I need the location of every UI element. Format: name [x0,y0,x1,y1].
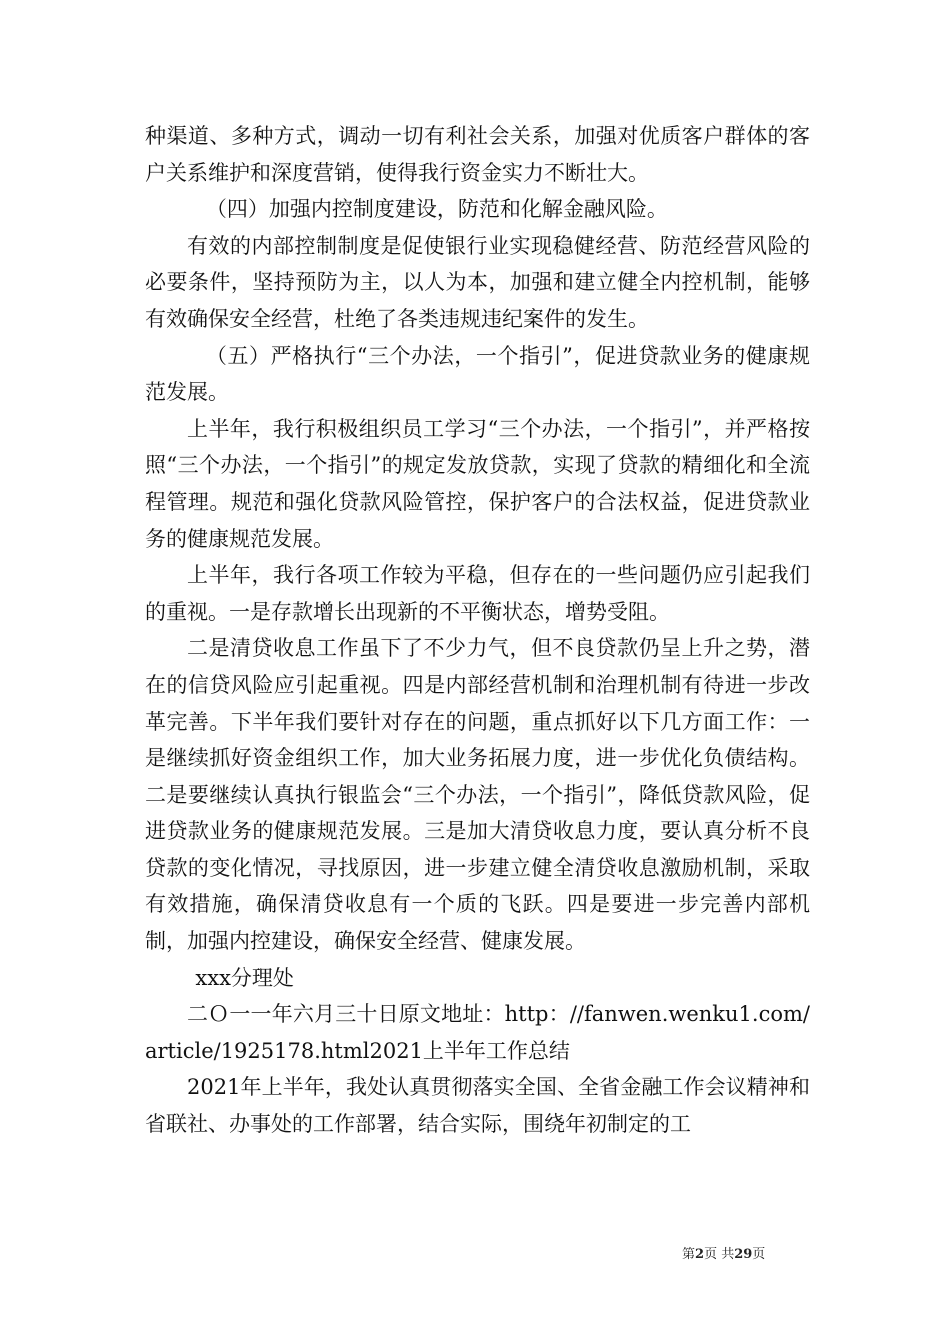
paragraph-date-and-source: 二Ｏ一一年六月三十日原文地址：http：//fanwen.wenku1.com/article/1925178.html2021上半年工作总结 [145,1002,810,1063]
footer-total-pages: 29 [734,1247,753,1262]
signature-branch: xxx分理处 [195,965,294,990]
footer-current-page: 2 [695,1247,705,1262]
footer-middle: 页 共 [704,1247,735,1262]
paragraph-problems-intro: 上半年，我行各项工作较为平稳，但存在的一些问题仍应引起我们的重视。一是存款增长出现新的不平衡状态，增势受阻。 [145,563,810,624]
paragraph-loan-regulation: 上半年，我行积极组织员工学习“三个办法，一个指引”，并严格按照“三个办法，一个指引”的规定发放贷款，实现了贷款的精细化和全流程管理。规范和强化贷款风险管控，保护客户的合法权益，促进贷款业务的健康规范发展。 [145,416,810,551]
paragraph-2021-summary-start: 2021年上半年，我处认真贯彻落实全国、全省金融工作会议精神和省联社、办事处的工作部署，结合实际，围绕年初制定的工 [145,1075,810,1137]
paragraph-problems-and-plan: 二是清贷收息工作虽下了不少力气，但不良贷款仍呈上升之势，潜在的信贷风险应引起重视。四是内部经营机制和治理机制有待进一步改革完善。下半年我们要针对存在的问题，重点抓好以下几方面工作：一是继续抓好资金组织工作，加大业务拓展力度，进一步优化负债结构。二是要继续认真执行银监会“三个办法，一个指引”，降低贷款风险，促进贷款业务的健康规范发展。三是加大清贷收息力度，要认真分析不良贷款的变化情况，寻找原因，进一步建立健全清贷收息激励机制，采取有效措施，确保清贷收息有一个质的飞跃。四是要进一步完善内部机制，加强内控建设，确保安全经营、健康发展。 [145,636,810,954]
footer-suffix: 页 [752,1247,766,1262]
section-heading-four: （四）加强内控制度建设，防范和化解金融风险。 [205,197,668,222]
page-footer [682,1247,765,1263]
footer-prefix: 第 [682,1247,696,1262]
paragraph-internal-control: 有效的内部控制制度是促使银行业实现稳健经营、防范经营风险的必要条件，坚持预防为主，以人为本，加强和建立健全内控机制，能够有效确保安全经营，杜绝了各类违规违纪案件的发生。 [145,233,810,331]
section-heading-five: （五）严格执行“三个办法，一个指引”，促进贷款业务的健康规范发展。 [145,343,810,405]
paragraph-continuation: 种渠道、多种方式，调动一切有利社会关系，加强对优质客户群体的客户关系维护和深度营销，使得我行资金实力不断壮大。 [145,124,810,185]
document-body [145,118,810,1143]
